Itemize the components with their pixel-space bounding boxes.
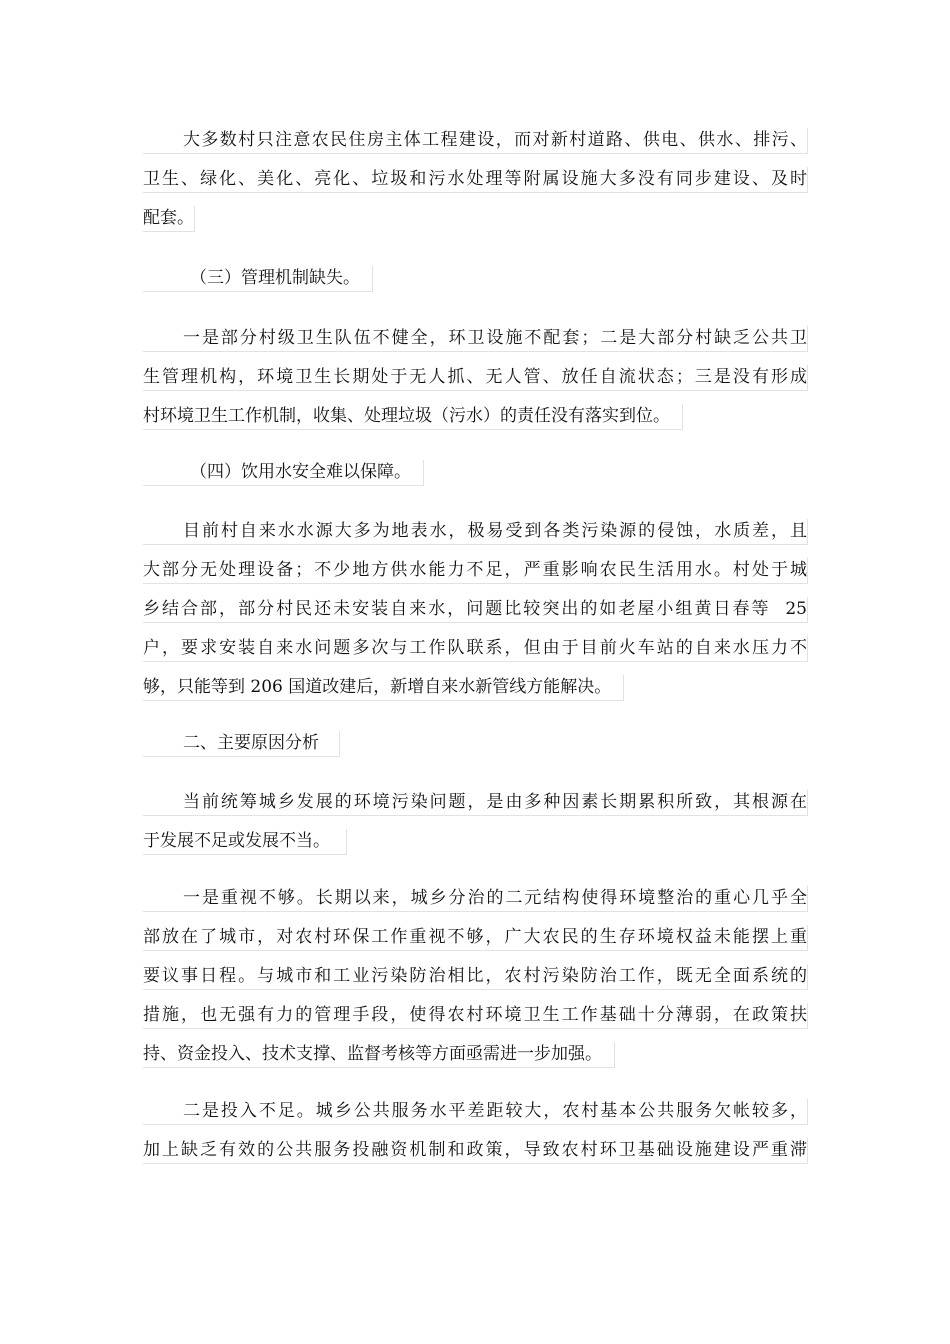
heading-causes xyxy=(143,731,807,762)
text-line: 要议事日程。与城市和工业污染防治相比，农村污染防治工作，既无全面系统的 xyxy=(143,964,808,990)
text-line: 村环境卫生工作机制，收集、处理垃圾（污水）的责任没有落实到位。 xyxy=(143,404,683,430)
text-line: 户，要求安装自来水问题多次与工作队联系，但由于目前火车站的自来水压力不 xyxy=(143,636,808,662)
text-line: 持、资金投入、技术支撑、监督考核等方面亟需进一步加强。 xyxy=(143,1042,615,1068)
text-line: 于发展不足或发展不当。 xyxy=(143,829,347,855)
text-line: 一是部分村级卫生队伍不健全，环卫设施不配套；二是大部分村缺乏公共卫 xyxy=(143,326,808,352)
paragraph-management xyxy=(143,326,807,435)
section-heading: （三）管理机制缺失。 xyxy=(143,266,373,292)
heading-water xyxy=(143,460,807,491)
text-line: 二是投入不足。城乡公共服务水平差距较大，农村基本公共服务欠帐较多， xyxy=(143,1099,808,1125)
paragraph-root-cause xyxy=(143,790,807,860)
text-line: 目前村自来水水源大多为地表水，极易受到各类污染源的侵蚀，水质差，且 xyxy=(143,519,808,545)
heading-management xyxy=(143,266,807,297)
section-heading: （四）饮用水安全难以保障。 xyxy=(143,460,424,486)
section-heading: 二、主要原因分析 xyxy=(143,731,340,757)
text-line: 乡结合部，部分村民还未安装自来水，问题比较突出的如老屋小组黄日春等 25 xyxy=(143,597,808,623)
text-line: 当前统筹城乡发展的环境污染问题，是由多种因素长期累积所致，其根源在 xyxy=(143,790,808,816)
text-line: 大多数村只注意农民住房主体工程建设，而对新村道路、供电、供水、排污、 xyxy=(143,128,808,154)
text-line: 够，只能等到 206 国道改建后，新增自来水新管线方能解决。 xyxy=(143,675,624,701)
text-line: 加上缺乏有效的公共服务投融资机制和政策，导致农村环卫基础设施建设严重滞 xyxy=(143,1138,808,1164)
text-line: 部放在了城市，对农村环保工作重视不够，广大农民的生存环境权益未能摆上重 xyxy=(143,925,808,951)
paragraph-water xyxy=(143,519,807,706)
paragraph-investment xyxy=(143,1099,807,1164)
text-line: 一是重视不够。长期以来，城乡分治的二元结构使得环境整治的重心几乎全 xyxy=(143,886,808,912)
text-line: 生管理机构，环境卫生长期处于无人抓、无人管、放任自流状态；三是没有形成 xyxy=(143,365,808,391)
text-line: 措施，也无强有力的管理手段，使得农村环境卫生工作基础十分薄弱，在政策扶 xyxy=(143,1003,808,1029)
paragraph-attention xyxy=(143,886,807,1073)
text-line: 配套。 xyxy=(143,206,195,232)
paragraph-facilities xyxy=(143,128,807,237)
text-line: 卫生、绿化、美化、亮化、垃圾和污水处理等附属设施大多没有同步建设、及时 xyxy=(143,167,808,193)
text-line: 大部分无处理设备；不少地方供水能力不足，严重影响农民生活用水。村处于城 xyxy=(143,558,808,584)
